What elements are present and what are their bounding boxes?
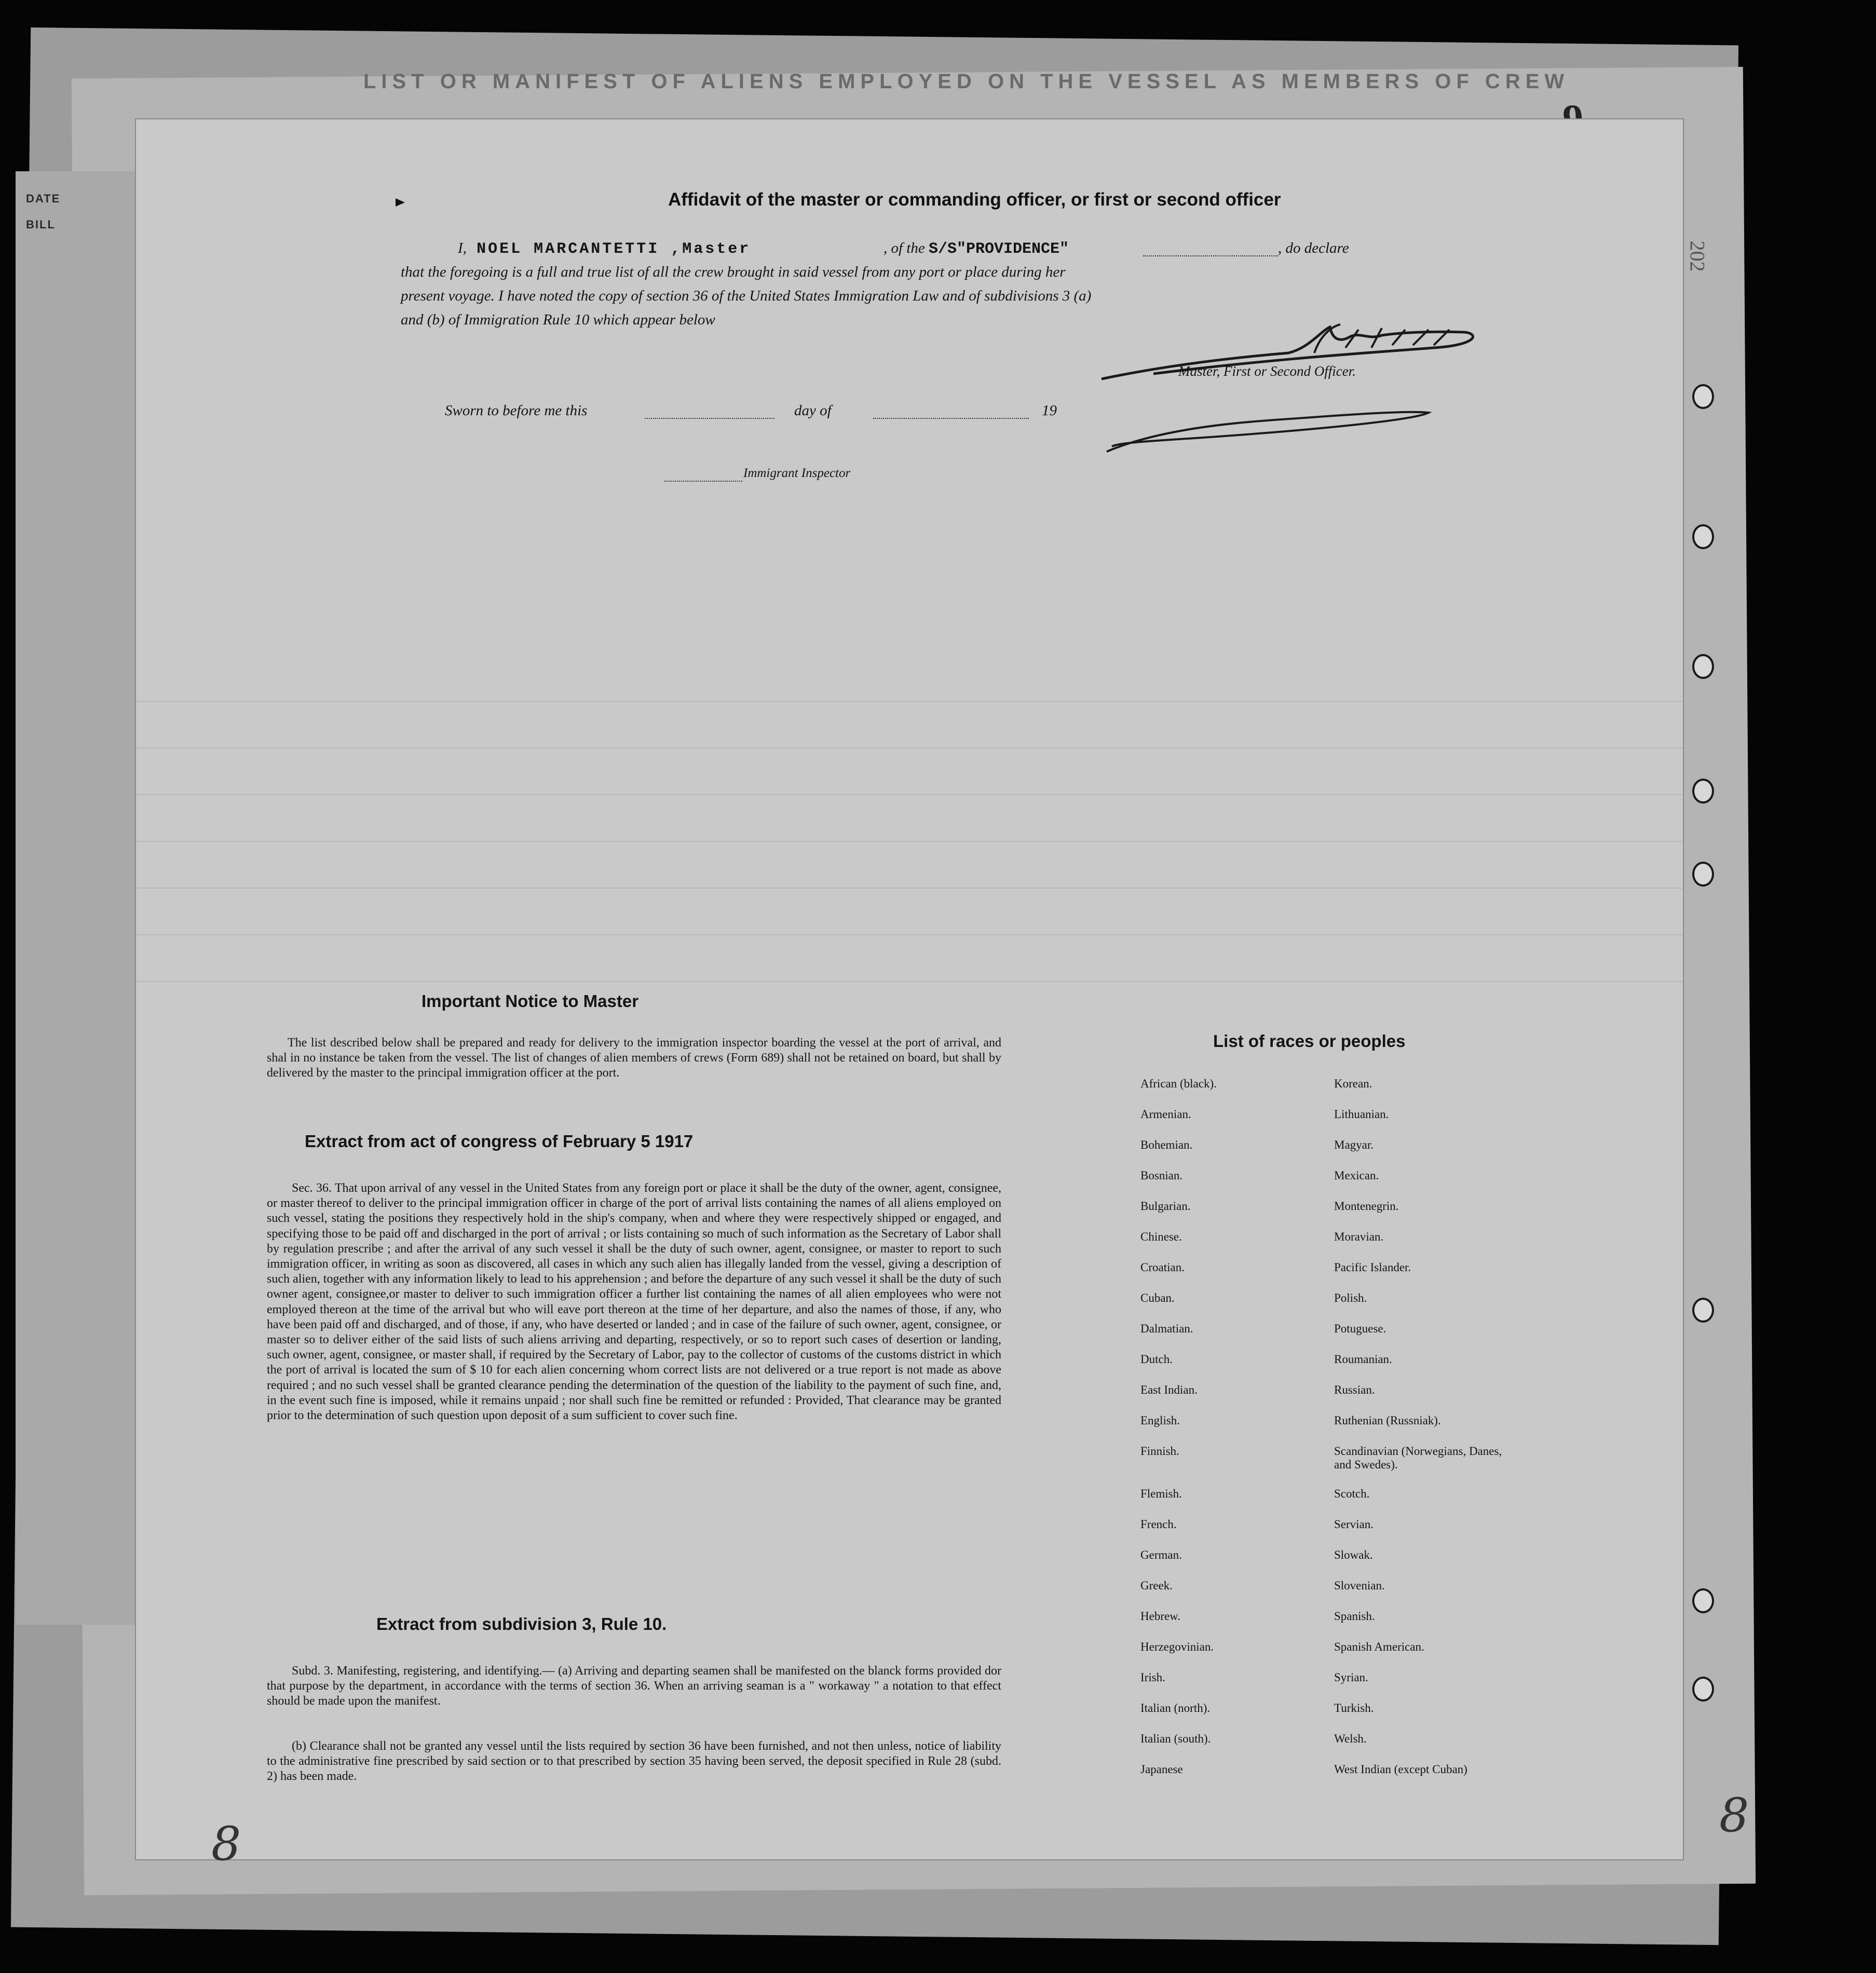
rule-extract-title: Extract from subdivision 3, Rule 10. — [376, 1614, 667, 1634]
race-item: Cuban. — [1140, 1291, 1175, 1304]
rule-extract-para-a: Subd. 3. Manifesting, registering, and identifying.— (a) Arriving and departing seamen shall be manifested on the blanck forms provided dor that purpose by the department, in accordance with the terms of section 36. When an arriving seaman is a " workaway " a notation to that effect should be made upon the manifest. — [267, 1664, 1001, 1708]
race-item: Greek. — [1140, 1579, 1173, 1592]
race-item: Scotch. — [1334, 1487, 1370, 1500]
race-item: Polish. — [1334, 1291, 1367, 1304]
race-item: Slowak. — [1334, 1548, 1373, 1561]
affidavit-line-4: and (b) of Immigration Rule 10 which appear below — [401, 311, 715, 328]
race-item: Japanese — [1140, 1763, 1183, 1776]
race-item: Bosnian. — [1140, 1169, 1183, 1182]
race-item: Potuguese. — [1334, 1322, 1386, 1335]
race-item: Italian (south). — [1140, 1732, 1211, 1745]
act-extract-title: Extract from act of congress of February 5 1917 — [305, 1132, 694, 1151]
affidavit-of-the: , of the S/S"PROVIDENCE" — [883, 240, 1069, 258]
race-item: Croatian. — [1140, 1261, 1185, 1274]
race-item: Roumanian. — [1334, 1353, 1392, 1366]
race-item: Pacific Islander. — [1334, 1261, 1411, 1274]
race-item: French. — [1140, 1518, 1177, 1531]
race-item: Hebrew. — [1140, 1610, 1181, 1623]
pointer-arrow-icon — [396, 198, 405, 207]
race-item: Montenegrin. — [1334, 1200, 1399, 1213]
signature-label: Master, First or Second Officer. — [1178, 363, 1356, 379]
punch-hole — [1692, 1588, 1714, 1613]
race-item: Herzegovinian. — [1140, 1640, 1214, 1653]
affidavit-title: Affidavit of the master or commanding officer, or first or second officer — [668, 189, 1281, 210]
sworn-year: 19 — [1042, 402, 1057, 419]
left-paper-strip — [16, 171, 138, 1625]
race-item: Italian (north). — [1140, 1702, 1211, 1715]
race-item: Irish. — [1140, 1671, 1165, 1684]
notice-text: The list described below shall be prepared and ready for delivery to the immigration inspector boarding the vessel at the port of arrival, and shal in no instance be taken from the vessel. The list of changes of alien members of crews (Form 689) shall not be retained on board, but shall by delivered by the master to the principal immigration officer at the port. — [267, 1036, 1001, 1080]
punch-hole — [1692, 524, 1714, 549]
inspector-label: Immigrant Inspector — [743, 466, 851, 480]
race-item: Korean. — [1334, 1077, 1372, 1090]
inspector-signature — [1102, 400, 1439, 457]
punch-hole — [1692, 779, 1714, 804]
race-item: Armenian. — [1140, 1108, 1191, 1121]
race-item: Russian. — [1334, 1383, 1375, 1396]
affidavit-line-3: present voyage. I have noted the copy of section 36 of the United States Immigration Law and of subdivisions 3 (a) — [401, 288, 1092, 304]
race-item: Dalmatian. — [1140, 1322, 1193, 1335]
pencil-mark-left: 8 — [211, 1817, 241, 1871]
race-item: Finnish. — [1140, 1445, 1179, 1458]
affidavit-pronoun: I, — [458, 240, 467, 256]
race-item: English. — [1140, 1414, 1180, 1427]
rule-extract-para-b: (b) Clearance shall not be granted any vessel until the lists required by section 36 have been furnished, and not then unless, notice of liability to the administrative fine prescribed by said section or to that prescribed by section 35 having been served, the deposit specified in Rule 28 (subd. 2) has been made. — [267, 1739, 1001, 1784]
affidavit-declare: , do declare — [1278, 240, 1349, 256]
race-item: Servian. — [1334, 1518, 1374, 1531]
side-number: 202 — [1685, 240, 1709, 272]
race-item: Moravian. — [1334, 1230, 1384, 1243]
punch-hole — [1692, 862, 1714, 887]
act-extract-text: Sec. 36. That upon arrival of any vessel in the United States from any foreign port or place it shall be the duty of the owner, agent, consignee, or master thereof to deliver to the principal immigration officer in charge of the port of arrival lists containing the names of all aliens employed on such vessel, stating the positions they respectively hold in the ship's company, when and where they were respectively shipped or engaged, and specifying those to be paid off and discharged in the port of arrival ; or lists containing so much of such information as the Secretary of Labor shall by regulation prescribe ; and after the arrival of any such vessel it shall be the duty of such owner, agent, consignee, or master to report to such immigration officer, in writing as soon as discovered, all cases in which any such alien has illegally landed from the vessel, giving a description of such alien, together with any information likely to lead to his apprehension ; and before the departure of any such vessel it shall be the duty of such owner agent, consignee,or master to deliver to such immigration officer a further list containing the names of all alien employees who were not employed thereon at the time of the arrival but who will eave port thereon at the time of her departure, and also the names of those, if any, who have been paid off and discharged, and of those, if any, who have deserted or landed ; and in case of the failure of such owner, agent, consignee, or master so to deliver either of the said lists of such aliens arriving and departing, respectively, or so to report such cases of desertion or landing, such owner, agent, consignee, or master shall, if required by the Secretary of Labor, pay to the collector of customs of the customs district in which the port of arrival is located the sum of $ 10 for each alien concerning whom correct lists are not delivered or a true report is not made as above required ; and no such vessel shall be granted clearance pending the determination of the question of the liability to the payment of such fine, and, in the event such fine is imposed, while it remains unpaid ; nor shall such fine be remitted or refunded : Provided, That clearance may be granted prior to the determination of such question upon deposit of a sum sufficient to cover such fine. — [267, 1181, 1001, 1423]
sworn-day-blank — [645, 418, 774, 419]
race-item: Spanish American. — [1334, 1640, 1424, 1653]
race-item: Bulgarian. — [1140, 1200, 1191, 1213]
punch-hole — [1692, 1677, 1714, 1702]
race-item: West Indian (except Cuban) — [1334, 1763, 1467, 1776]
sworn-month-blank — [873, 418, 1029, 419]
race-item: Slovenian. — [1334, 1579, 1385, 1592]
ship-name-blank — [1143, 255, 1278, 256]
notice-title: Important Notice to Master — [422, 991, 639, 1011]
race-item: Dutch. — [1140, 1353, 1173, 1366]
races-list-title: List of races or peoples — [1213, 1031, 1406, 1051]
race-item: African (black). — [1140, 1077, 1217, 1090]
sworn-day-of: day of — [794, 402, 832, 419]
race-item: Mexican. — [1334, 1169, 1379, 1182]
ship-name: S/S"PROVIDENCE" — [929, 240, 1069, 258]
race-item: Scandinavian (Norwegians, Danes, and Swedes). — [1334, 1445, 1502, 1471]
race-item: Welsh. — [1334, 1732, 1367, 1745]
affidavit-line-1 — [458, 240, 751, 258]
sworn-text: Sworn to before me this — [445, 402, 588, 419]
background-manifest-header: LIST OR MANIFEST OF ALIENS EMPLOYED ON THE VESSEL AS MEMBERS OF CREW — [363, 70, 1570, 93]
affidavit-line-2: that the foregoing is a full and true list of all the crew brought in said vessel from any port or place during her — [401, 264, 1066, 280]
race-item: German. — [1140, 1548, 1182, 1561]
race-item: Ruthenian (Russniak). — [1334, 1414, 1441, 1427]
left-label-bill: BILL — [26, 218, 56, 231]
race-item: Spanish. — [1334, 1610, 1375, 1623]
race-item: Chinese. — [1140, 1230, 1182, 1243]
race-item: Flemish. — [1140, 1487, 1182, 1500]
race-item: Lithuanian. — [1334, 1108, 1389, 1121]
race-item: Turkish. — [1334, 1702, 1374, 1715]
punch-hole — [1692, 384, 1714, 409]
race-item: East Indian. — [1140, 1383, 1198, 1396]
punch-hole — [1692, 654, 1714, 679]
master-name: NOEL MARCANTETTI ,Master — [477, 240, 751, 258]
punch-hole — [1692, 1298, 1714, 1323]
race-item: Magyar. — [1334, 1138, 1374, 1151]
race-item: Bohemian. — [1140, 1138, 1193, 1151]
pencil-mark-right: 8 — [1719, 1788, 1749, 1843]
left-label-date: DATE — [26, 192, 61, 205]
race-item: Syrian. — [1334, 1671, 1368, 1684]
inspector-blank — [664, 481, 742, 482]
